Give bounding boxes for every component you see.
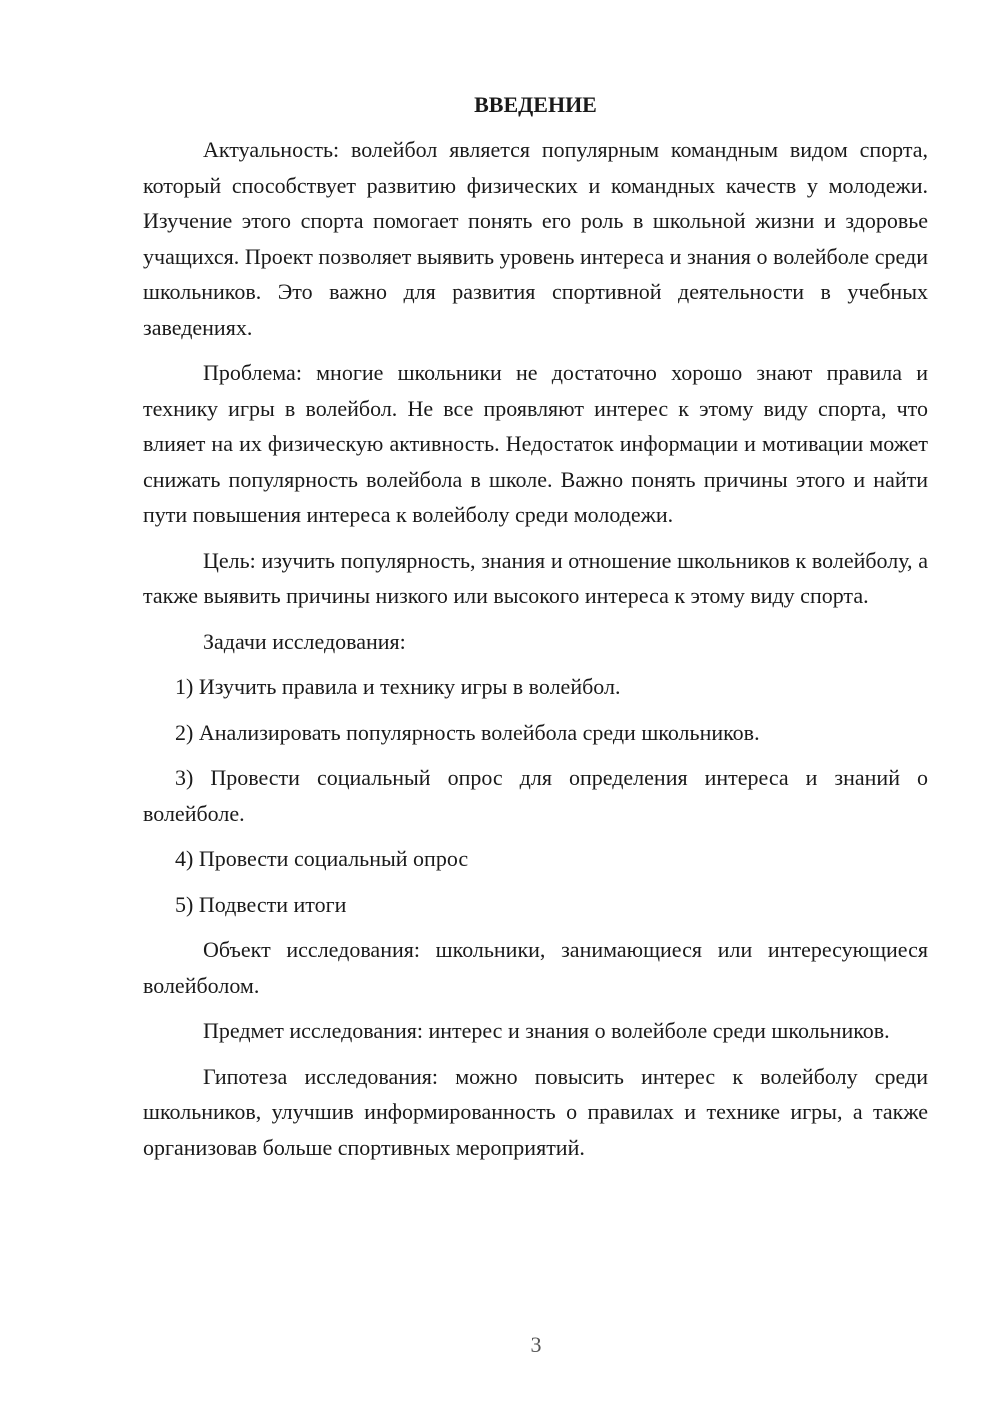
relevance-paragraph: Актуальность: волейбол является популярным командным видом спорта, который способствует развитию физических и командных качеств у молодежи. Изучение этого спорта помогает понять его роль в школьной жизни и здоровье учащихся. Проект позволяет выявить уровень интереса и знания о волейболе среди школьников. Это важно для развития спортивной деятельности в учебных заведениях. [143, 137, 928, 340]
document-page [143, 90, 928, 1175]
goal-paragraph: Цель: изучить популярность, знания и отношение школьников к волейболу, а также выявить причины низкого или высокого интереса к этому виду спорта. [143, 547, 928, 608]
object-paragraph: Объект исследования: школьники, занимающиеся или интересующиеся волейболом. [143, 937, 928, 998]
tasks-heading: Задачи исследования: [203, 628, 406, 654]
task-item: 4) Провести социальный опрос [175, 846, 469, 871]
tasks-list [143, 669, 928, 922]
problem-paragraph: Проблема: многие школьники не достаточно хорошо знают правила и технику игры в волейбол. Не все проявляют интерес к этому виду спорта, что влияет на их физическую активность. Недостаток информации и мотивации может снижать популярность волейбола в школе. Важно понять причины этого и найти пути повышения интереса к волейболу среди молодежи. [143, 360, 928, 527]
task-item: 5) Подвести итоги [175, 891, 347, 917]
hypothesis-paragraph: Гипотеза исследования: можно повысить интерес к волейболу среди школьников, улучшив информированность о правилах и технике игры, а также организовав больше спортивных мероприятий. [143, 1063, 928, 1160]
task-item: 2) Анализировать популярность волейбола среди школьников. [175, 719, 760, 745]
task-item: 3) Провести социальный опрос для определения интереса и знаний о волейболе. [143, 765, 928, 826]
page-number: 3 [530, 1332, 542, 1357]
page-title: ВВЕДЕНИЕ [474, 92, 597, 117]
subject-paragraph: Предмет исследования: интерес и знания о волейболе среди школьников. [203, 1018, 890, 1043]
task-item: 1) Изучить правила и технику игры в волейбол. [175, 674, 621, 699]
